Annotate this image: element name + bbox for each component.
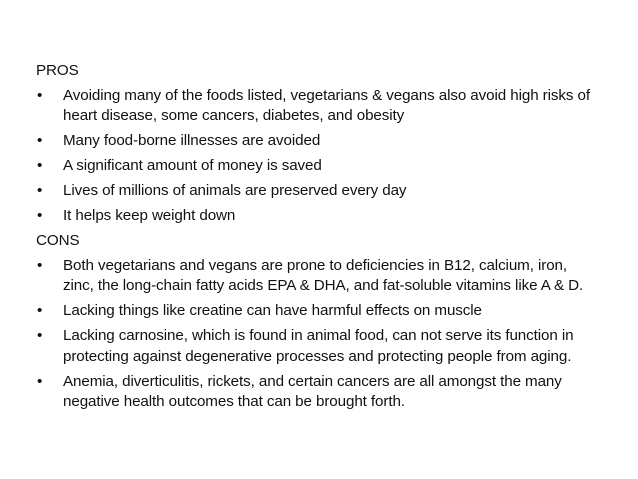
- pros-item-5: [36, 206, 596, 227]
- cons-item-3: [36, 326, 596, 367]
- slide-content: [36, 61, 596, 417]
- bullet-icon: •: [37, 372, 43, 390]
- pros-item-text: Lives of millions of animals are preserved every day: [63, 182, 407, 199]
- pros-item-4: [36, 181, 596, 202]
- bullet-icon: •: [37, 182, 43, 199]
- bullet-icon: •: [37, 207, 43, 224]
- bullet-icon: •: [37, 132, 43, 149]
- pros-item-text: Many food-borne illnesses are avoided: [63, 132, 321, 149]
- pros-item-2: [36, 131, 596, 152]
- bullet-icon: •: [37, 157, 43, 174]
- pros-item-text: Avoiding many of the foods listed, vegetarians & vegans also avoid high risks of heart disease, some cancers, diabetes, and obesity: [63, 86, 590, 124]
- cons-item-2: [36, 301, 596, 322]
- cons-heading: CONS: [36, 232, 80, 249]
- cons-item-1: [36, 256, 596, 297]
- bullet-icon: •: [37, 327, 43, 344]
- pros-list: [36, 86, 596, 227]
- cons-item-text: Both vegetarians and vegans are prone to deficiencies in B12, calcium, iron, zinc, the long-chain fatty acids EPA & DHA, and fat-soluble vitamins like A & D.: [63, 256, 584, 294]
- pros-heading: PROS: [36, 62, 79, 79]
- cons-item-4: [36, 372, 596, 413]
- bullet-icon: •: [37, 302, 43, 319]
- bullet-icon: •: [37, 86, 43, 104]
- pros-item-text: A significant amount of money is saved: [63, 157, 322, 174]
- cons-item-text: Lacking carnosine, which is found in animal food, can not serve its function in protecting against degenerative processes and protecting people from aging.: [63, 327, 574, 365]
- pros-item-1: [36, 86, 596, 127]
- pros-item-3: [36, 156, 596, 177]
- pros-item-text: It helps keep weight down: [63, 207, 236, 224]
- cons-list: [36, 256, 596, 413]
- cons-item-text: Lacking things like creatine can have harmful effects on muscle: [63, 302, 482, 319]
- bullet-icon: •: [37, 256, 43, 274]
- cons-item-text: Anemia, diverticulitis, rickets, and certain cancers are all amongst the many negative health outcomes that can be brought forth.: [63, 372, 562, 410]
